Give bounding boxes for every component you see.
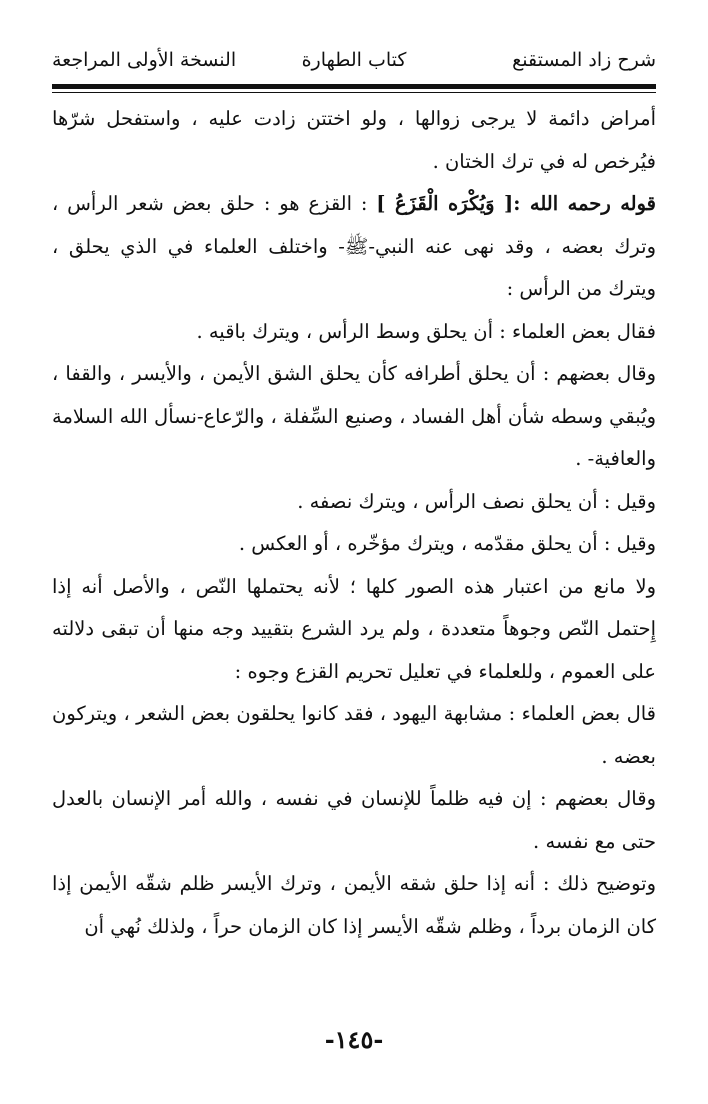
page-body: [52, 98, 656, 948]
edition-label: النسخة الأولى المراجعة: [52, 49, 237, 71]
paragraph: أمراض دائمة لا يرجى زوالها ، ولو اختتن زادت عليه ، واستفحل شرّها فيُرخص له في ترك الختان .: [52, 107, 656, 173]
paragraph: ولا مانع من اعتبار هذه الصور كلها ؛ لأنه يحتملها النّص ، والأصل أنه إذا إِحتمل النّص وجوهاً متعددة ، ولم يرد الشرع بتقييد وجه منها أن تبقى دلالته على العموم ، وللعلماء في تعليل تحريم القزع وجوه :: [52, 574, 656, 683]
paragraph: وتوضيح ذلك : أنه إذا حلق شقه الأيمن ، وترك الأيسر ظلم شقّه الأيمن إذا كان الزمان برداً ، وظلم شقّه الأيسر إذا كان الزمان حراً ، ولذلك نُهي أن: [52, 872, 656, 938]
lemma-intro: قوله رحمه الله :: [513, 192, 656, 215]
header-rule-thick: [52, 84, 656, 89]
book-page: [52, 40, 656, 1080]
paragraph: وقيل : أن يحلق نصف الرأس ، ويترك نصفه .: [297, 489, 656, 513]
chapter-title: كتاب الطهارة: [301, 49, 407, 71]
header-rule-thin: [52, 92, 656, 93]
lemma-paragraph: [52, 183, 656, 311]
running-header: [52, 40, 656, 80]
book-title: شرح زاد المستقنع: [512, 49, 656, 71]
paragraph: قال بعض العلماء : مشابهة اليهود ، فقد كانوا يحلقون بعض الشعر ، ويتركون بعضه .: [52, 702, 656, 768]
lemma-quote: [ وَيُكْرَه الْقَزَعُ ]: [376, 192, 514, 215]
page-number: -١٤٥-: [324, 1025, 384, 1054]
lemma-explanation: : القزع هو : حلق بعض شعر الرأس ، وترك بعضه ، وقد نهى عنه النبي-ﷺ- واختلف العلماء في الذي يحلق ، ويترك من الرأس :: [52, 192, 656, 300]
paragraph: وقال بعضهم : أن يحلق أطرافه كأن يحلق الشق الأيمن ، والأيسر ، والقفا ، ويُبقي وسطه شأن أهل الفساد ، وصنيع السِّفلة ، والرّعاع-نسأل الله السلامة والعافية- .: [52, 362, 656, 470]
paragraph: وقال بعضهم : إن فيه ظلماً للإنسان في نفسه ، والله أمر الإنسان بالعدل حتى مع نفسه .: [52, 787, 656, 853]
paragraph: وقيل : أن يحلق مقدّمه ، ويترك مؤخّره ، أو العكس .: [238, 532, 656, 555]
paragraph: فقال بعض العلماء : أن يحلق وسط الرأس ، ويترك باقيه .: [196, 319, 656, 343]
